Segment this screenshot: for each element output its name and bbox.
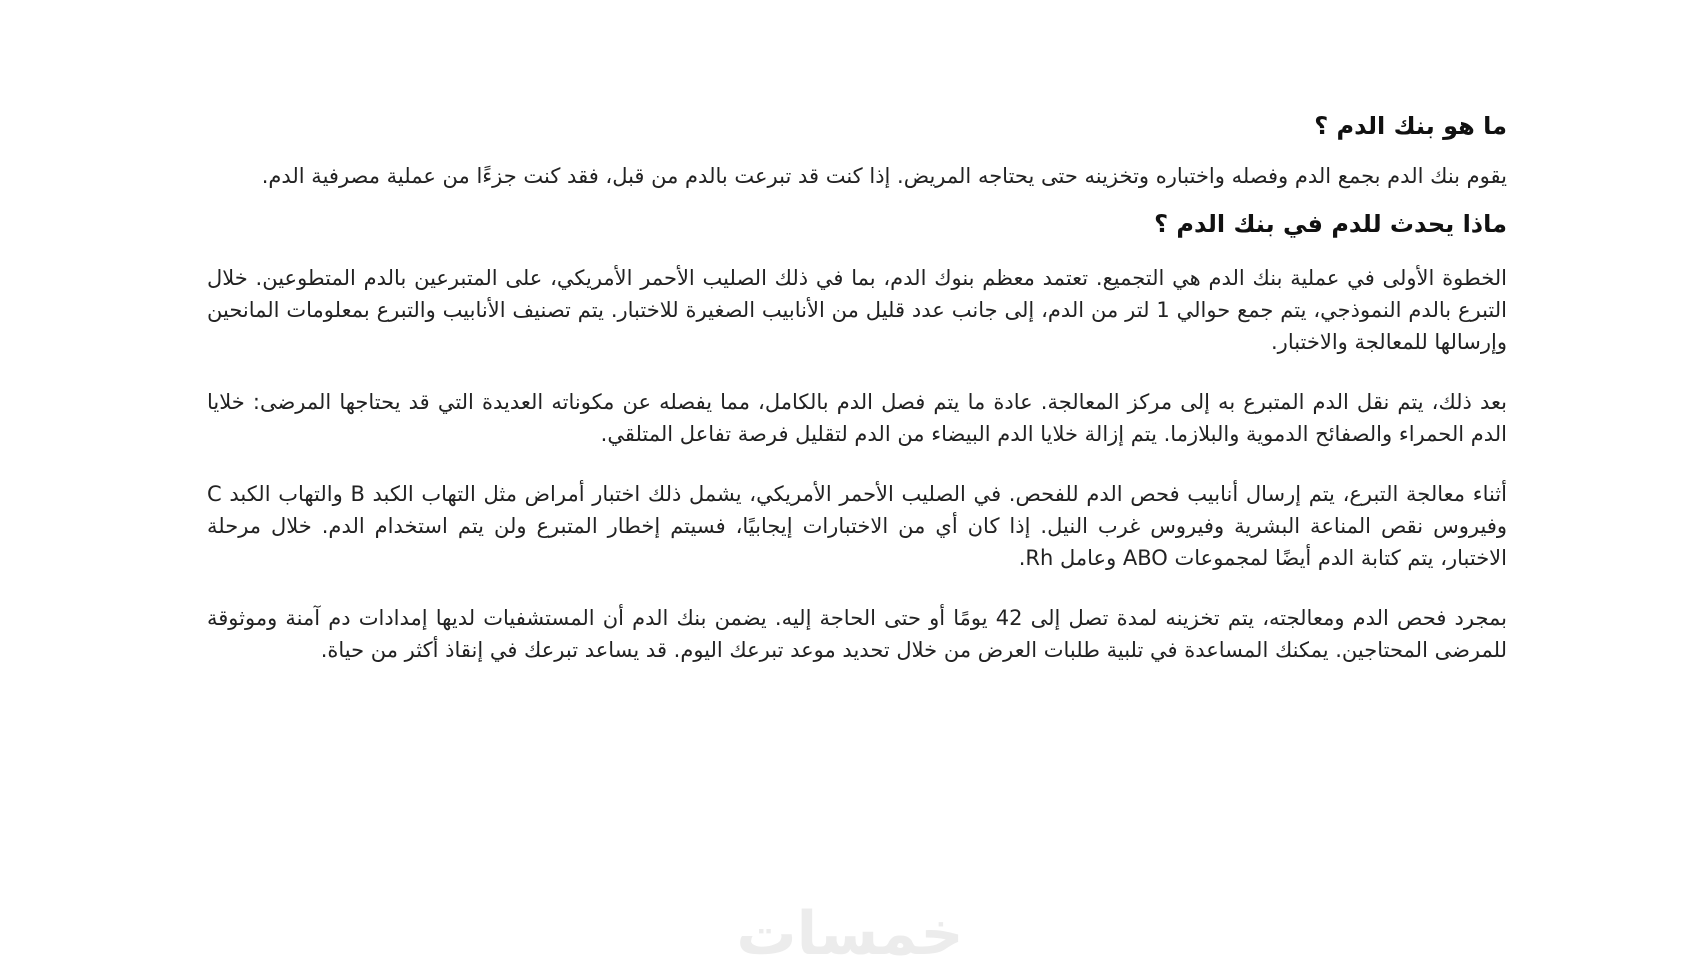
article-body	[207, 104, 1507, 666]
site-watermark-logo: خمسات	[736, 899, 964, 969]
heading-what-happens-to-blood: ماذا يحدث للدم في بنك الدم ؟	[1154, 210, 1507, 238]
paragraph-testing: أثناء معالجة التبرع، يتم إرسال أنابيب فحص الدم للفحص. في الصليب الأحمر الأمريكي، يشمل ذلك اختبار أمراض مثل التهاب الكبد B والتهاب الكبد C وفيروس نقص المناعة البشرية وفيروس غرب النيل. إذا كان أي من الاختبارات إيجابيًا، فسيتم إخطار المتبرع ولن يتم استخدام الدم. خلال مرحلة الاختبار، يتم كتابة الدم أيضًا لمجموعات ABO وعامل Rh.	[207, 482, 1507, 570]
intro-paragraph: يقوم بنك الدم بجمع الدم وفصله واختباره وتخزينه حتى يحتاجه المريض. إذا كنت قد تبرعت بالدم من قبل، فقد كنت جزءًا من عملية مصرفية الدم.	[261, 164, 1507, 188]
paragraph-processing: بعد ذلك، يتم نقل الدم المتبرع به إلى مركز المعالجة. عادة ما يتم فصل الدم بالكامل، مما يفصله عن مكوناته العديدة التي قد يحتاجها المرضى: خلايا الدم الحمراء والصفائح الدموية والبلازما. يتم إزالة خلايا الدم البيضاء من الدم لتقليل فرصة تفاعل المتلقي.	[207, 390, 1507, 446]
heading-what-is-blood-bank: ما هو بنك الدم ؟	[1314, 112, 1507, 140]
paragraph-storage: بمجرد فحص الدم ومعالجته، يتم تخزينه لمدة تصل إلى 42 يومًا أو حتى الحاجة إليه. يضمن بنك الدم أن المستشفيات لديها إمدادات دم آمنة وموثوقة للمرضى المحتاجين. يمكنك المساعدة في تلبية طلبات العرض من خلال تحديد موعد تبرعك اليوم. قد يساعد تبرعك في إنقاذ أكثر من حياة.	[207, 606, 1507, 662]
paragraph-collection: الخطوة الأولى في عملية بنك الدم هي التجميع. تعتمد معظم بنوك الدم، بما في ذلك الصليب الأحمر الأمريكي، على المتبرعين بالدم المتطوعين. خلال التبرع بالدم النموذجي، يتم جمع حوالي 1 لتر من الدم، إلى جانب عدد قليل من الأنابيب الصغيرة للاختبار. يتم تصنيف الأنابيب والتبرع بمعلومات المانحين وإرسالها للمعالجة والاختبار.	[207, 266, 1507, 354]
